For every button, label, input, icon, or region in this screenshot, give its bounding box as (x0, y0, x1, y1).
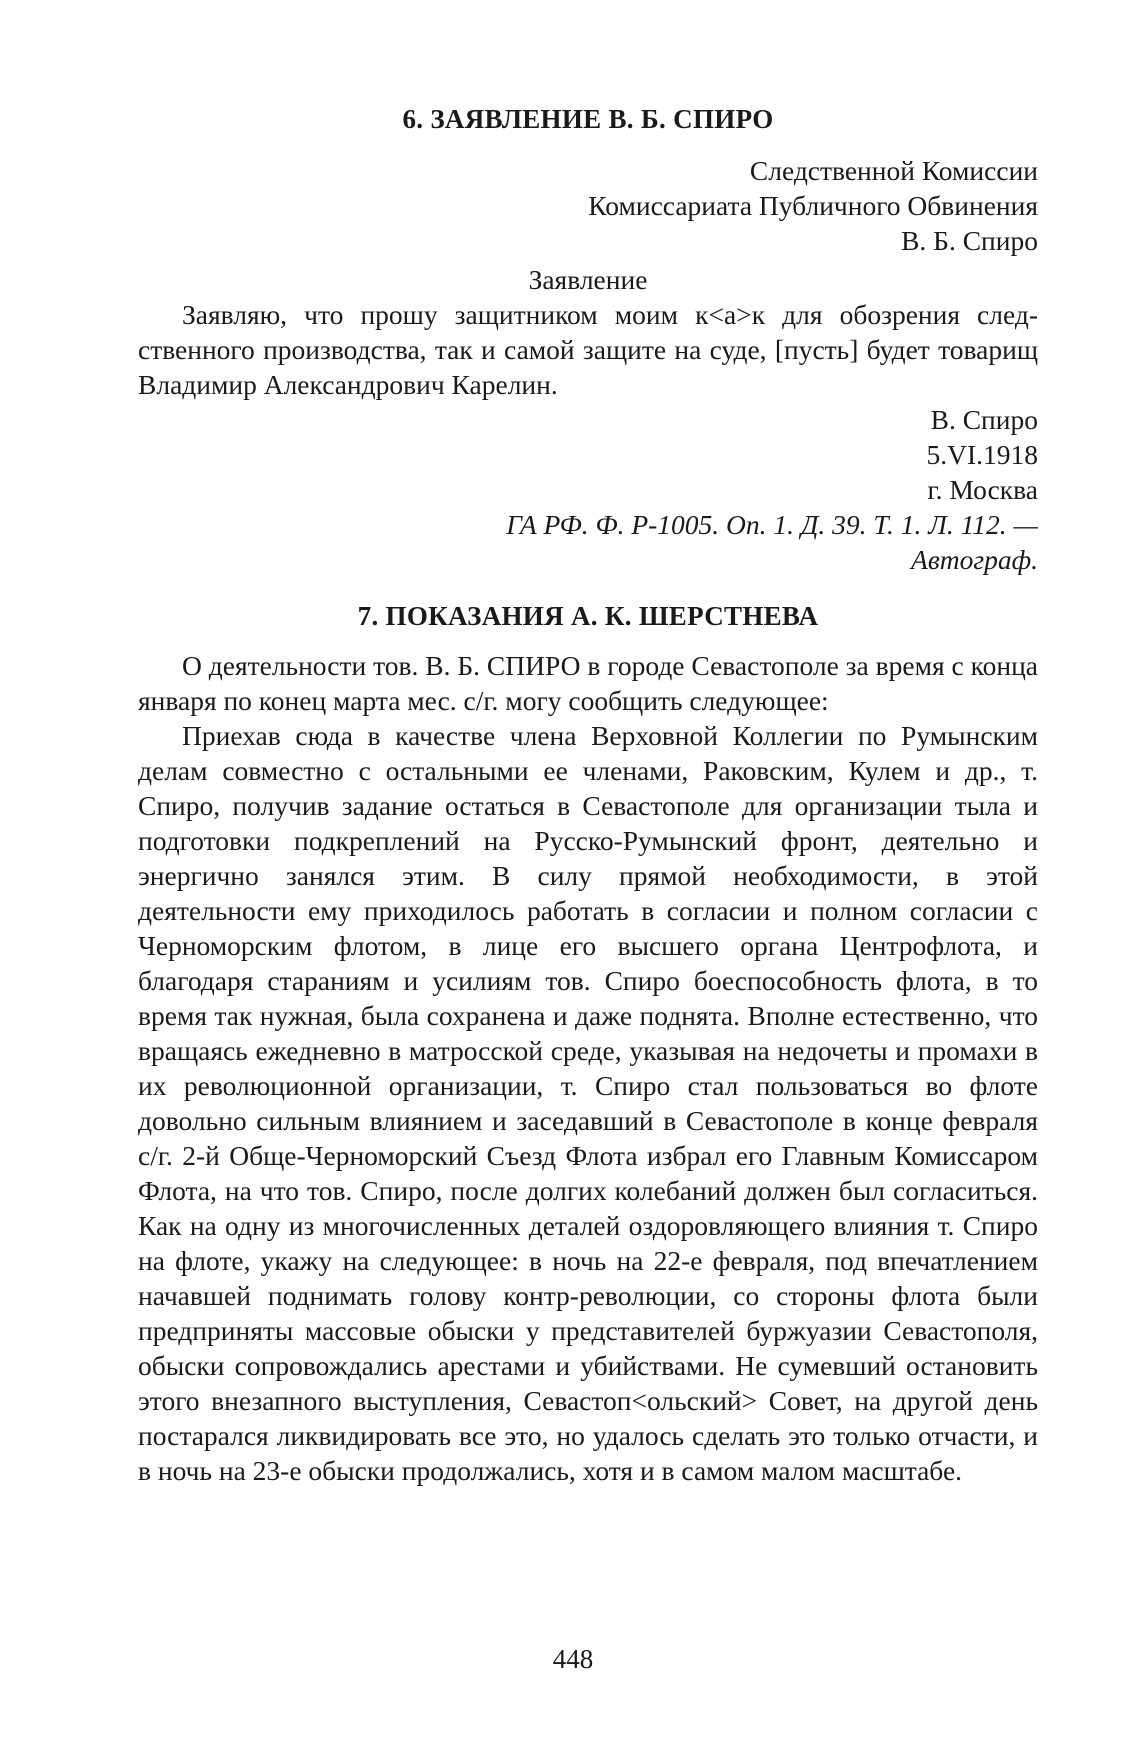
source-line: Автограф. (911, 544, 1038, 575)
statement-body: Заявляю, что прошу защитником моим к<а>к для обозрения следственного производства, так и самой защите на суде, [пусть] будет товарищ Владимир Александрович Карелин. (138, 299, 1038, 400)
signature: В. Спиро (930, 404, 1038, 435)
signoff-block (138, 402, 1038, 507)
testimony-paragraph: О деятельности тов. В. Б. СПИРО в городе Севастополе за время с конца января по конец марта мес. с/г. могу сообщить следующее: (138, 650, 1038, 716)
addressee-block (138, 153, 1038, 258)
page-number: 448 (552, 1644, 594, 1674)
addressee-line: В. Б. Спиро (901, 225, 1038, 256)
section-6-heading: 6. ЗАЯВЛЕНИЕ В. Б. СПИРО (402, 104, 774, 134)
page-content (138, 102, 1038, 1488)
place: г. Москва (927, 474, 1038, 505)
addressee-line: Следственной Комиссии (749, 155, 1038, 186)
addressee-line: Комиссариата Публичного Обвинения (588, 190, 1038, 221)
section-7-heading: 7. ПОКАЗАНИЯ А. К. ШЕРСТНЕВА (357, 601, 819, 631)
document-title: Заявление (528, 264, 648, 295)
date: 5.VI.1918 (926, 439, 1038, 470)
source-line: ГА РФ. Ф. Р-1005. Оп. 1. Д. 39. Т. 1. Л. 112. — (506, 509, 1038, 540)
testimony-paragraph: Приехав сюда в качестве члена Верховной Коллегии по Румынским делам совместно с остальными ее членами, Раковским, Кулем и др., т. Спиро, получив задание остаться в Севастополе для организации тыла и подготовки подкреплений на Русско-Румынский фронт, деятельно и энергично занялся этим. В силу прямой необходимости, в этой деятельности ему приходилось работать в согласии и полном согласии с Черноморским флотом, в лице его высшего органа Центрофлота, и благодаря стараниям и усилиям тов. Спиро боеспособность флота, в то время так нужная, была сохранена и даже поднята. Вполне естественно, что вращаясь ежедневно в матросской среде, указывая на недочеты и промахи в их революционной организации, т. Спиро стал пользоваться во флоте довольно сильным влиянием и заседавший в Севастополе в конце февраля с/г. 2-й Обще-Черноморский Съезд Флота избрал его Главным Комиссаром Флота, на что тов. Спиро, после долгих колебаний должен был согласиться. Как на одну из многочисленных деталей оздоровляющего влияния т. Спиро на флоте, укажу на следующее: в ночь на 22-е февраля, под впечатлением начавшей поднимать голову контр-революции, со стороны флота были предприняты массовые обыски у представителей буржуазии Севастополя, обыски сопровождались арестами и убийствами. Не сумевший остановить этого внезапного выступления, Севастоп<ольский> Совет, на другой день постарался ликвидировать все это, но удалось сделать это только отчасти, и в ночь на 23-е обыски продолжались, хотя и в самом малом масштабе. (138, 720, 1038, 1486)
archival-source (138, 507, 1038, 577)
